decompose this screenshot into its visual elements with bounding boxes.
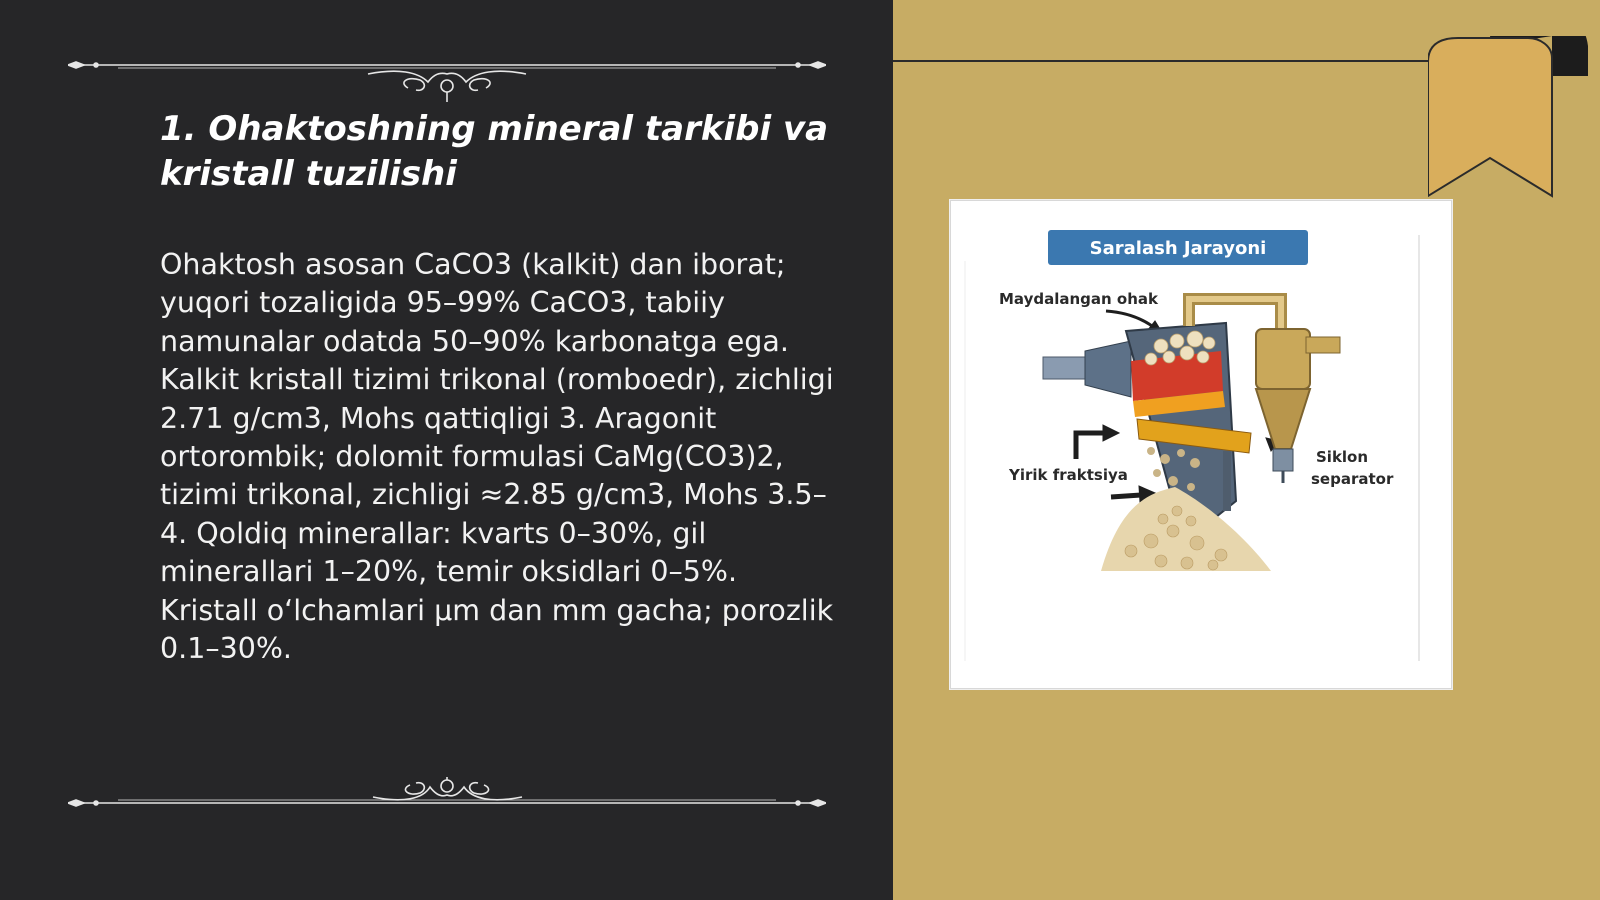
label-cyclone-line1: Siklon [1316, 448, 1369, 466]
slide-title: 1. Ohaktoshning mineral tarkibi va kristall tuzilishi [160, 109, 829, 194]
bottom-ornament-divider [68, 777, 826, 827]
top-ornament-divider [68, 52, 826, 102]
sorting-process-figure [950, 200, 1452, 689]
label-cyclone-line2: separator [1311, 470, 1394, 488]
slide-body-text: Ohaktosh asosan CaCO3 (kalkit) dan iborat; yuqori tozaligida 95–99% CaCO3, tabiiy namunalar odatda 50–90% karbonatga ega. Kalkit kristall tizimi trikonal (romboedr), zichligi 2.71 g/cm3, Mohs qattiqligi 3. Aragonit ortorombik; dolomit formulasi CaMg(CO3)2, tizimi trikonal, zichligi ≈2.85 g/cm3, Mohs 3.5–4. Qoldiq minerallar: kvarts 0–30%, gil minerallari 1–20%, temir oksidlari 0–5%. Kristall o‘lchamlari µm dan mm gacha; porozlik 0.1–30%. [160, 248, 834, 666]
figure-header-text: Saralash Jarayoni [1089, 238, 1267, 259]
panel-divider-line [893, 60, 1433, 62]
bookmark-ribbon-icon [1428, 36, 1588, 206]
label-crushed-lime: Maydalangan ohak [999, 290, 1159, 308]
label-coarse-fraction: Yirik fraktsiya [1009, 466, 1128, 484]
